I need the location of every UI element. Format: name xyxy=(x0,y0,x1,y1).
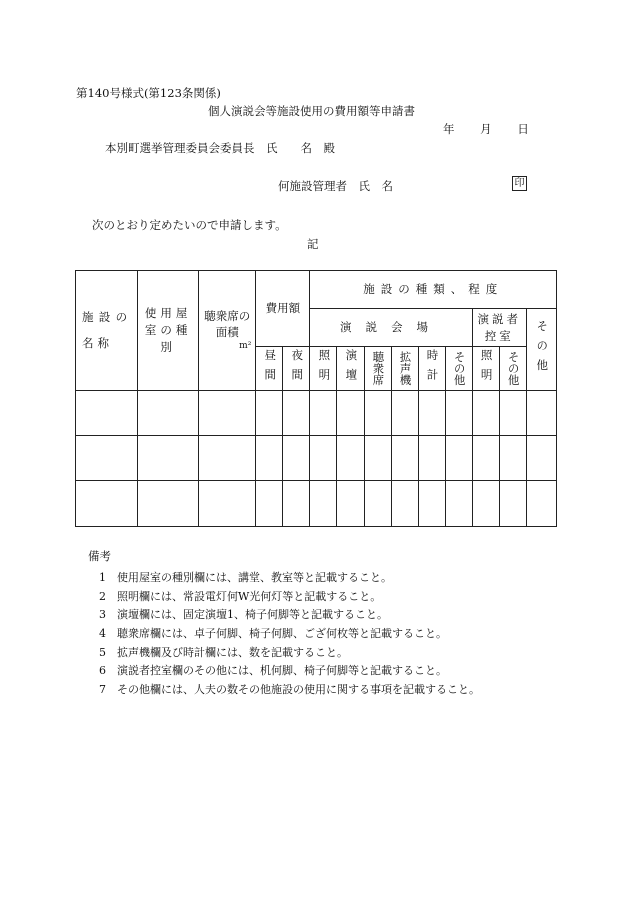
cell[interactable] xyxy=(199,436,256,481)
cell[interactable] xyxy=(310,391,337,436)
cell[interactable] xyxy=(391,481,418,527)
header-room-lighting: 照明 xyxy=(472,347,499,391)
header-speaker: 拡声機 xyxy=(391,347,418,391)
cell[interactable] xyxy=(310,481,337,527)
header-venue-other: その他 xyxy=(445,347,472,391)
cell[interactable] xyxy=(76,391,138,436)
date-line xyxy=(443,121,551,137)
header-facility-name: 施設の名称 xyxy=(76,271,138,391)
remarks-title: 備考 xyxy=(88,549,111,563)
header-facility-kind: 施設の種類、程度 xyxy=(310,271,557,309)
cell[interactable] xyxy=(256,436,283,481)
cell[interactable] xyxy=(138,481,199,527)
header-waiting-room: 演説者控室 xyxy=(472,309,526,347)
cell[interactable] xyxy=(76,436,138,481)
cell[interactable] xyxy=(391,391,418,436)
cell[interactable] xyxy=(283,391,310,436)
cell[interactable] xyxy=(364,481,391,527)
cell[interactable] xyxy=(526,436,556,481)
cell[interactable] xyxy=(445,436,472,481)
cell[interactable] xyxy=(199,481,256,527)
header-audience-area: 聴衆席の面積 m² xyxy=(199,271,256,391)
cell[interactable] xyxy=(138,391,199,436)
document-title: 個人演説会等施設使用の費用額等申請書 xyxy=(208,104,415,118)
cell[interactable] xyxy=(256,481,283,527)
remark-item: 2 照明欄には、常設電灯何W光何灯等と記載すること。 xyxy=(99,590,382,603)
cell[interactable] xyxy=(418,391,445,436)
header-day: 昼間 xyxy=(256,347,283,391)
cell[interactable] xyxy=(310,436,337,481)
date-month: 月 xyxy=(480,122,492,136)
table-row xyxy=(76,391,557,436)
area-unit: m² xyxy=(239,341,252,352)
cell[interactable] xyxy=(256,391,283,436)
cell[interactable] xyxy=(283,436,310,481)
intro-text: 次のとおり定めたいので申請します。 xyxy=(92,218,287,232)
remark-item: 4 聴衆席欄には、卓子何脚、椅子何脚、ござ何枚等と記載すること。 xyxy=(99,627,447,640)
cell[interactable] xyxy=(445,481,472,527)
header-seats: 聴衆席 xyxy=(364,347,391,391)
header-room-other: その他 xyxy=(499,347,526,391)
header-lighting: 照明 xyxy=(310,347,337,391)
cell[interactable] xyxy=(526,391,556,436)
header-venue: 演説会場 xyxy=(310,309,472,347)
cell[interactable] xyxy=(337,391,364,436)
form-number: 第140号様式(第123条関係) xyxy=(76,86,221,100)
cell[interactable] xyxy=(283,481,310,527)
applicant: 何施設管理者 氏 名 xyxy=(278,179,393,193)
header-night: 夜間 xyxy=(283,347,310,391)
cell[interactable] xyxy=(337,436,364,481)
cell[interactable] xyxy=(391,436,418,481)
cell[interactable] xyxy=(472,481,499,527)
cell[interactable] xyxy=(472,391,499,436)
cell[interactable] xyxy=(445,391,472,436)
header-podium: 演壇 xyxy=(337,347,364,391)
remark-item: 6 演説者控室欄のその他には、机何脚、椅子何脚等と記載すること。 xyxy=(99,664,447,677)
cell[interactable] xyxy=(499,436,526,481)
cell[interactable] xyxy=(76,481,138,527)
table-row xyxy=(76,481,557,527)
cell[interactable] xyxy=(199,391,256,436)
table-row xyxy=(76,436,557,481)
cell[interactable] xyxy=(138,436,199,481)
cell[interactable] xyxy=(364,436,391,481)
addressee: 本別町選挙管理委員会委員長 氏 名 殿 xyxy=(105,141,335,155)
cell[interactable] xyxy=(526,481,556,527)
cell[interactable] xyxy=(499,391,526,436)
header-other: その他 xyxy=(526,309,556,391)
cell[interactable] xyxy=(418,436,445,481)
remark-item: 3 演壇欄には、固定演壇1、椅子何脚等と記載すること。 xyxy=(99,608,388,621)
remark-item: 1 使用屋室の種別欄には、講堂、教室等と記載すること。 xyxy=(99,571,392,584)
header-room-type: 使用屋室の種別 xyxy=(138,271,199,391)
cell[interactable] xyxy=(337,481,364,527)
application-table xyxy=(75,270,557,527)
cell[interactable] xyxy=(364,391,391,436)
cell[interactable] xyxy=(472,436,499,481)
cell[interactable] xyxy=(499,481,526,527)
remark-item: 7 その他欄には、人夫の数その他施設の使用に関する事項を記載すること。 xyxy=(99,683,480,696)
header-clock: 時計 xyxy=(418,347,445,391)
header-fee: 費用額 xyxy=(256,271,310,347)
ki-heading: 記 xyxy=(307,237,319,251)
date-year: 年 xyxy=(443,122,455,136)
remark-item: 5 拡声機欄及び時計欄には、数を記載すること。 xyxy=(99,646,348,659)
date-day: 日 xyxy=(517,122,529,136)
seal-mark: 印 xyxy=(512,176,527,191)
cell[interactable] xyxy=(418,481,445,527)
